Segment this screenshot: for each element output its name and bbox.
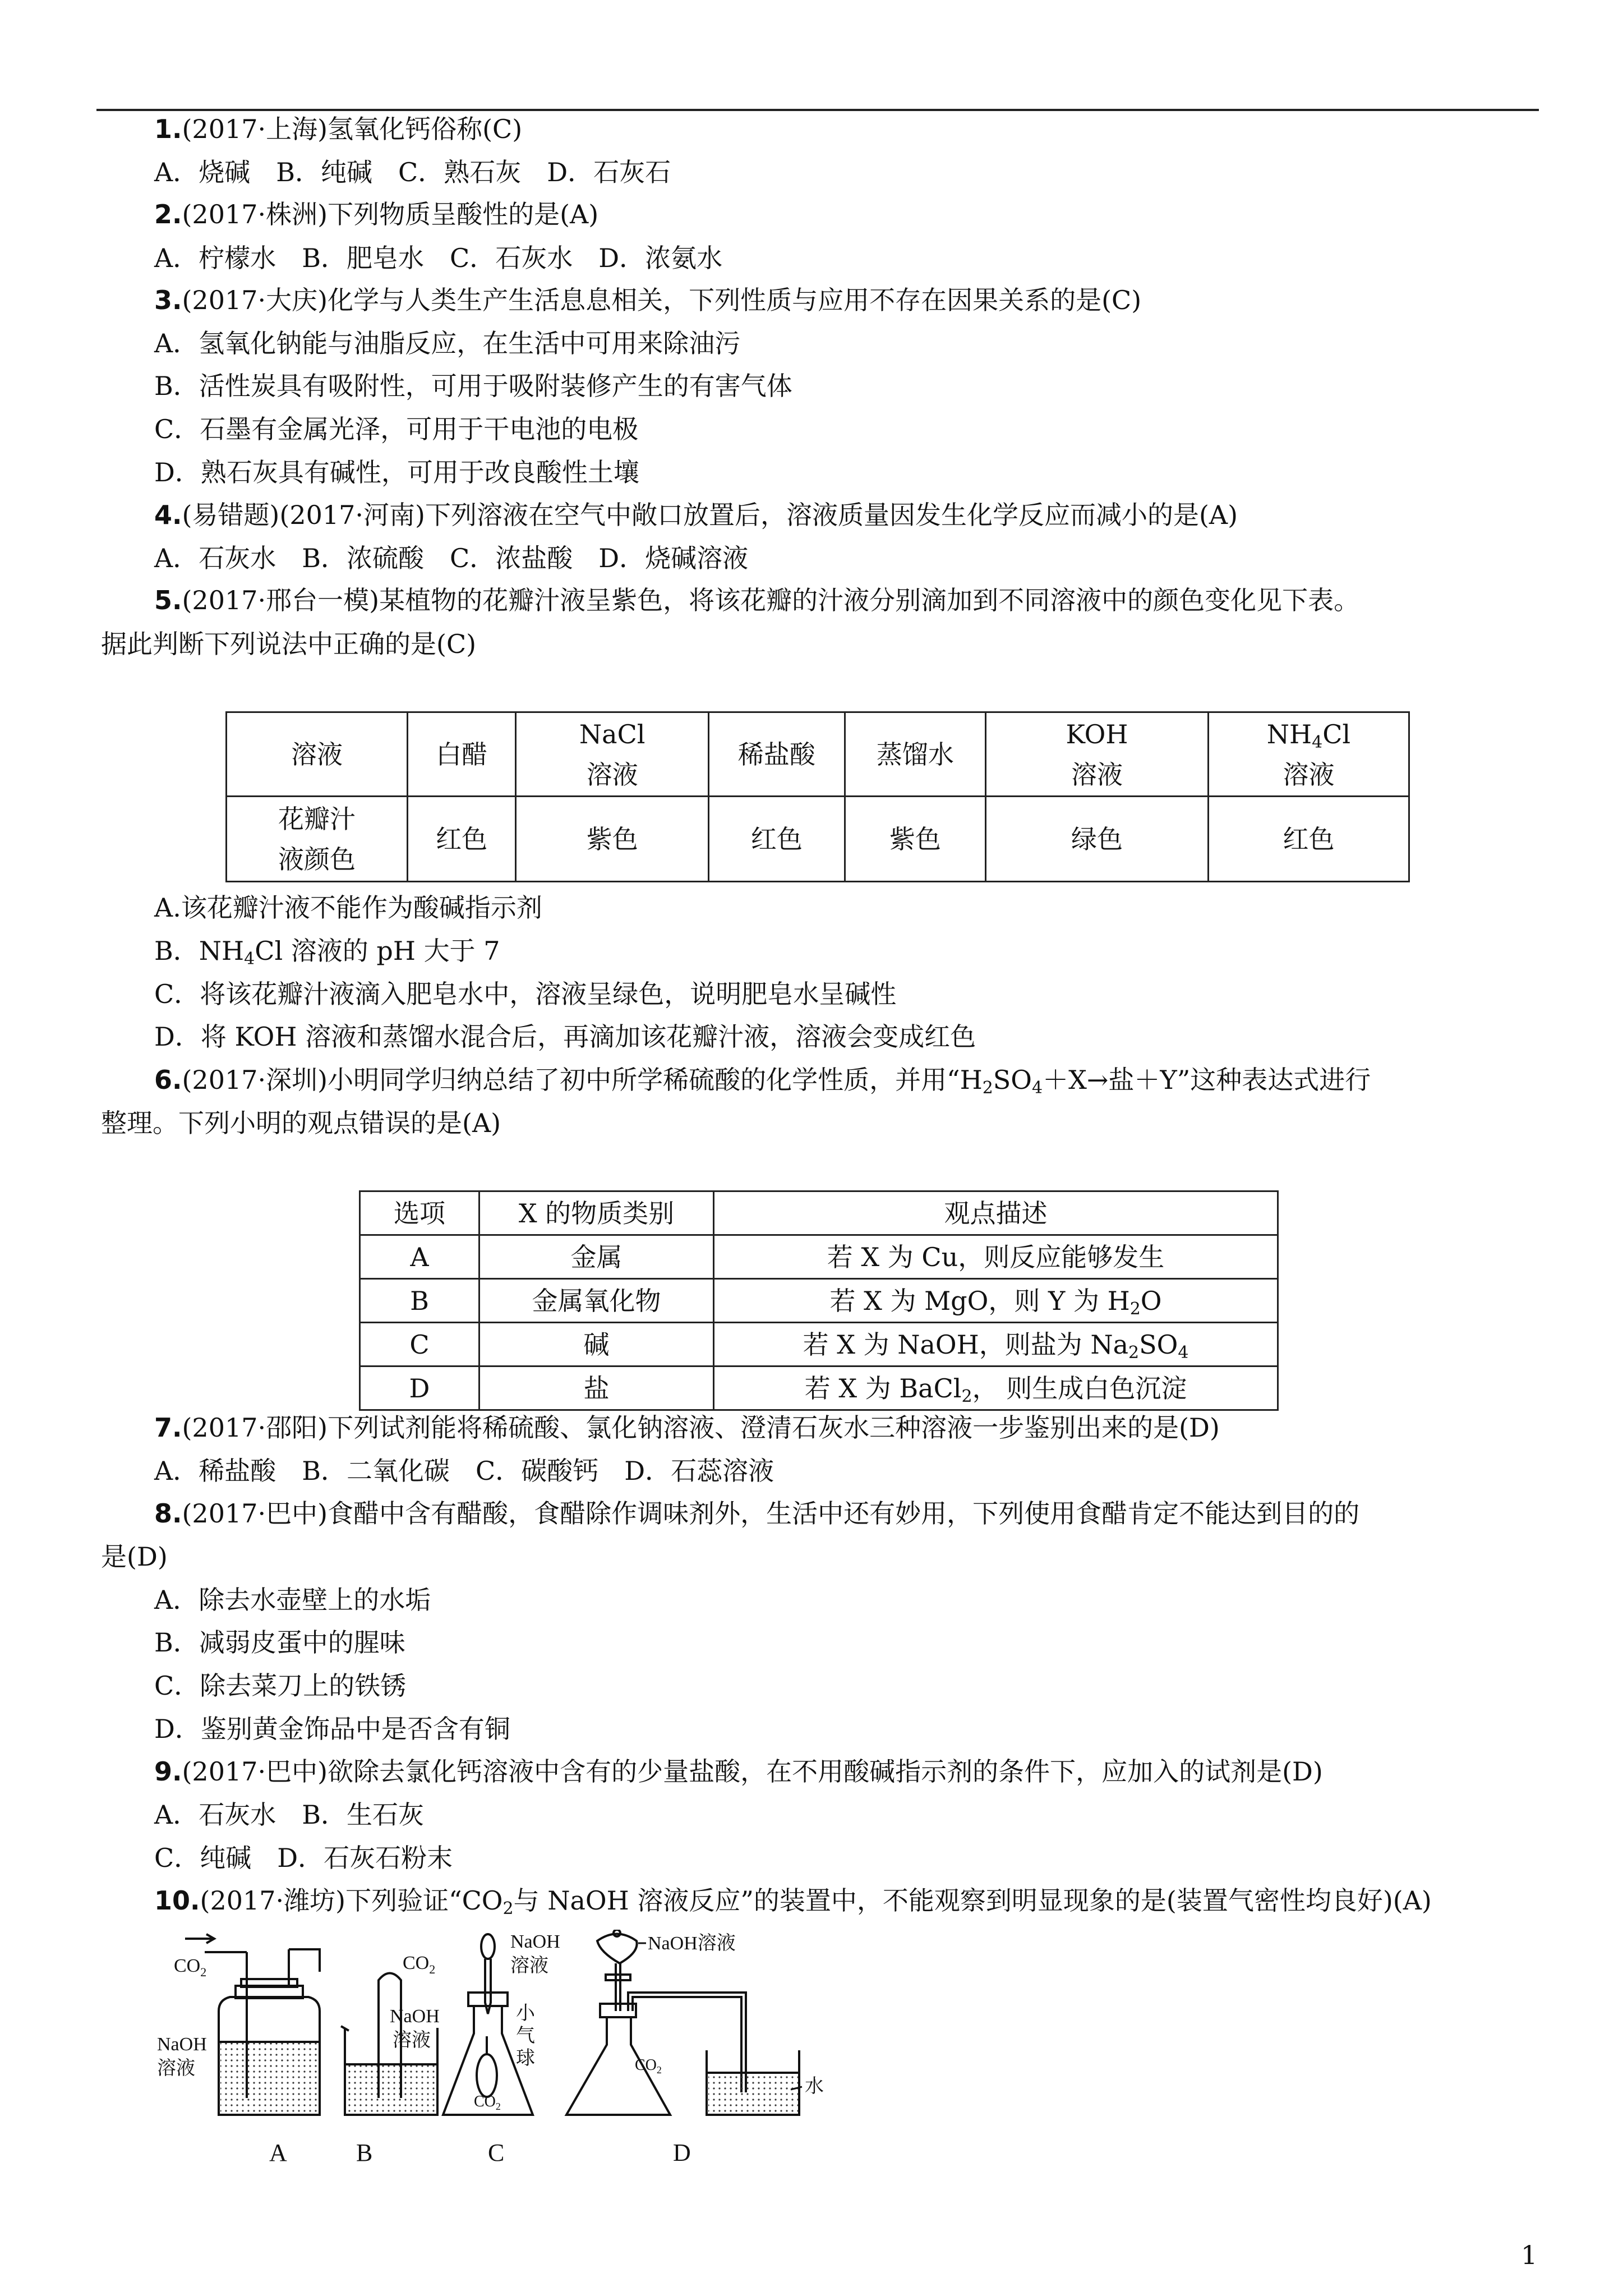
table-cell: 红色 xyxy=(709,797,845,882)
air-label: 气 xyxy=(516,2026,535,2046)
liquid-dots xyxy=(220,2043,319,2114)
question-text: (2017·巴中)食醋中含有醋酸，食醋除作调味剂外，生活中还有妙用，下列使用食醋肯定不能达到目的的 xyxy=(182,1498,1360,1529)
table-header-cell: X 的物质类别 xyxy=(479,1191,714,1235)
question-8-option-b: B．减弱皮蛋中的腥味 xyxy=(154,1627,405,1658)
question-2 xyxy=(154,197,598,231)
table-header-cell: $NH_4Cl$ 溶液 xyxy=(1208,712,1409,797)
table-cell: 若 X 为 BaCl$_2$， 则生成白色沉淀 xyxy=(714,1366,1278,1410)
small-label: 小 xyxy=(516,2003,535,2024)
question-number: 8. xyxy=(154,1498,182,1529)
question-4-options: A．石灰水 B．浓硫酸 C．浓盐酸 D．烧碱溶液 xyxy=(154,543,749,573)
question-number: 1. xyxy=(154,114,182,144)
question-3-option-a: A．氢氧化钠能与油脂反应，在生活中可用来除油污 xyxy=(154,328,741,358)
question-5 xyxy=(154,583,1359,617)
question-number: 9. xyxy=(154,1756,182,1787)
question-8 xyxy=(154,1497,1359,1530)
naoh-label: NaOH xyxy=(157,2034,207,2055)
question-8-option-c: C．除去菜刀上的铁锈 xyxy=(154,1671,407,1701)
figure-label-b: B xyxy=(356,2139,373,2166)
naoh-label: NaOH xyxy=(390,2006,440,2027)
question-7 xyxy=(154,1411,1220,1444)
table-cell: 碱 xyxy=(479,1323,714,1366)
table-cell: 若 X 为 MgO，则 Y 为 $H_2O$ xyxy=(714,1279,1278,1323)
table-cell: 紫色 xyxy=(516,797,709,882)
question-3-option-b: B．活性炭具有吸附性，可用于吸附装修产生的有害气体 xyxy=(154,371,792,401)
question-7-options: A．稀盐酸 B．二氧化碳 C．碳酸钙 D．石蕊溶液 xyxy=(154,1456,774,1486)
question-3-option-d: D．熟石灰具有碱性，可用于改良酸性土壤 xyxy=(154,457,639,487)
table-header-cell: 溶液 xyxy=(227,712,408,797)
table-row-label: 花瓣汁 液颜色 xyxy=(227,797,408,882)
table-cell: 金属氧化物 xyxy=(479,1279,714,1323)
question-text: (易错题)(2017·河南)下列溶液在空气中敞口放置后，溶液质量因发生化学反应而减小的是(A) xyxy=(182,500,1238,530)
table-cell: C xyxy=(360,1323,479,1366)
co2-label: $CO_2$ xyxy=(474,2093,501,2112)
question-5-option-a: A.该花瓣汁液不能作为酸碱指示剂 xyxy=(154,892,542,923)
question-number: 7. xyxy=(154,1412,182,1443)
table-cell: D xyxy=(360,1366,479,1410)
table-cell: 金属 xyxy=(479,1235,714,1279)
solution-label: 溶液 xyxy=(157,2058,195,2079)
question-number: 10. xyxy=(154,1885,200,1916)
table-cell: 若 X 为 NaOH，则盐为 $Na_2SO_4$ xyxy=(714,1323,1278,1366)
table-cell: B xyxy=(360,1279,479,1323)
page-number: 1 xyxy=(1521,2240,1538,2270)
question-2-options: A．柠檬水 B．肥皂水 C．石灰水 D．浓氨水 xyxy=(154,243,723,273)
table-cell: 红色 xyxy=(1208,797,1409,882)
naoh-solution-label: NaOH溶液 xyxy=(648,1933,736,1954)
question-number: 3. xyxy=(154,285,182,315)
table-header-cell: 选项 xyxy=(360,1191,479,1235)
question-text: (2017·上海)氢氧化钙俗称(C) xyxy=(182,114,523,144)
table-cell: A xyxy=(360,1235,479,1279)
question-4 xyxy=(154,498,1238,532)
ball-label: 球 xyxy=(516,2048,535,2069)
question-text: (2017·巴中)欲除去氯化钙溶液中含有的少量盐酸，在不用酸碱指示剂的条件下，应加入的试剂是(D) xyxy=(182,1756,1323,1787)
question-text: (2017·株洲)下列物质呈酸性的是(A) xyxy=(182,199,599,229)
question-5-text-cont: 据此判断下列说法中正确的是(C) xyxy=(101,629,477,659)
table-header-cell: 观点描述 xyxy=(714,1191,1278,1235)
question-1-options: A．烧碱 B．纯碱 C．熟石灰 D．石灰石 xyxy=(154,157,671,187)
table-header-cell: NaCl 溶液 xyxy=(516,712,709,797)
question-number: 5. xyxy=(154,585,182,615)
co2-label: $CO_2$ xyxy=(174,1955,207,1979)
question-number: 2. xyxy=(154,199,182,229)
question-8-option-d: D．鉴别黄金饰品中是否含有铜 xyxy=(154,1714,510,1744)
question-6: 6.(2017·深圳)小明同学归纳总结了初中所学稀硫酸的化学性质，并用“$H_2SO_4+X\to$盐＋Y”这种表达式进行 xyxy=(154,1065,1371,1098)
question-8-text-cont: 是(D) xyxy=(101,1542,168,1572)
solution-label: 溶液 xyxy=(393,2030,431,2051)
table-cell: 盐 xyxy=(479,1366,714,1410)
solution-label: 溶液 xyxy=(510,1955,548,1976)
table-header-cell: 蒸馏水 xyxy=(845,712,985,797)
question-9-options-cd: C．纯碱 D．石灰石粉末 xyxy=(154,1843,453,1873)
co2-label: $CO_2$ xyxy=(403,1953,436,1976)
figure-label-d: D xyxy=(673,2139,691,2166)
question-3-option-c: C．石墨有金属光泽，可用于干电池的电极 xyxy=(154,414,639,444)
apparatus-d xyxy=(566,1930,799,2115)
question-number: 4. xyxy=(154,500,182,530)
question-1 xyxy=(154,112,522,146)
question-text: (2017·大庆)化学与人类生产生活息息相关，下列性质与应用不存在因果关系的是(C) xyxy=(182,285,1142,315)
question-8-option-a: A．除去水壶壁上的水垢 xyxy=(154,1585,431,1615)
question-text: (2017·邵阳)下列试剂能将稀硫酸、氯化钠溶液、澄清石灰水三种溶液一步鉴别出来的是(D) xyxy=(182,1412,1220,1443)
top-rule xyxy=(96,109,1539,111)
apparatus-a xyxy=(185,1934,320,2115)
table-cell: 紫色 xyxy=(845,797,985,882)
table-cell: 绿色 xyxy=(986,797,1209,882)
table-header-cell: 白醋 xyxy=(407,712,515,797)
question-5-option-b: B．$NH_4Cl$ 溶液的 pH 大于 7 xyxy=(154,936,500,969)
question-text: (2017·邢台一模)某植物的花瓣汁液呈紫色，将该花瓣的汁液分别滴加到不同溶液中的颜色变化见下表。 xyxy=(182,585,1360,615)
question-number: 6. xyxy=(154,1065,182,1095)
table-header-cell: KOH 溶液 xyxy=(986,712,1209,797)
figure-label-c: C xyxy=(488,2139,505,2166)
sulfuric-acid-table xyxy=(359,1190,1279,1411)
water-label: 水 xyxy=(805,2076,824,2097)
question-6-text-cont: 整理。下列小明的观点错误的是(A) xyxy=(101,1108,501,1138)
petal-color-table xyxy=(225,711,1410,882)
co2-label: $CO_2$ xyxy=(635,2056,662,2076)
apparatus-figure xyxy=(151,1930,892,2188)
question-9-options-ab: A．石灰水 B．生石灰 xyxy=(154,1800,425,1830)
question-5-option-d: D．将 KOH 溶液和蒸馏水混合后，再滴加该花瓣汁液，溶液会变成红色 xyxy=(154,1022,976,1052)
naoh-label: NaOH xyxy=(510,1931,560,1952)
figure-label-a: A xyxy=(269,2139,287,2166)
table-cell: 若 X 为 Cu，则反应能够发生 xyxy=(714,1235,1278,1279)
table-header-cell: 稀盐酸 xyxy=(709,712,845,797)
question-9 xyxy=(154,1755,1323,1788)
question-10: 10.(2017·潍坊)下列验证“$CO_2$与 NaOH 溶液反应”的装置中，不能观察到明显现象的是(装置气密性均良好)(A) xyxy=(154,1885,1432,1918)
question-5-option-c: C．将该花瓣汁液滴入肥皂水中，溶液呈绿色，说明肥皂水呈碱性 xyxy=(154,979,897,1009)
table-cell: 红色 xyxy=(407,797,515,882)
question-3 xyxy=(154,283,1141,317)
